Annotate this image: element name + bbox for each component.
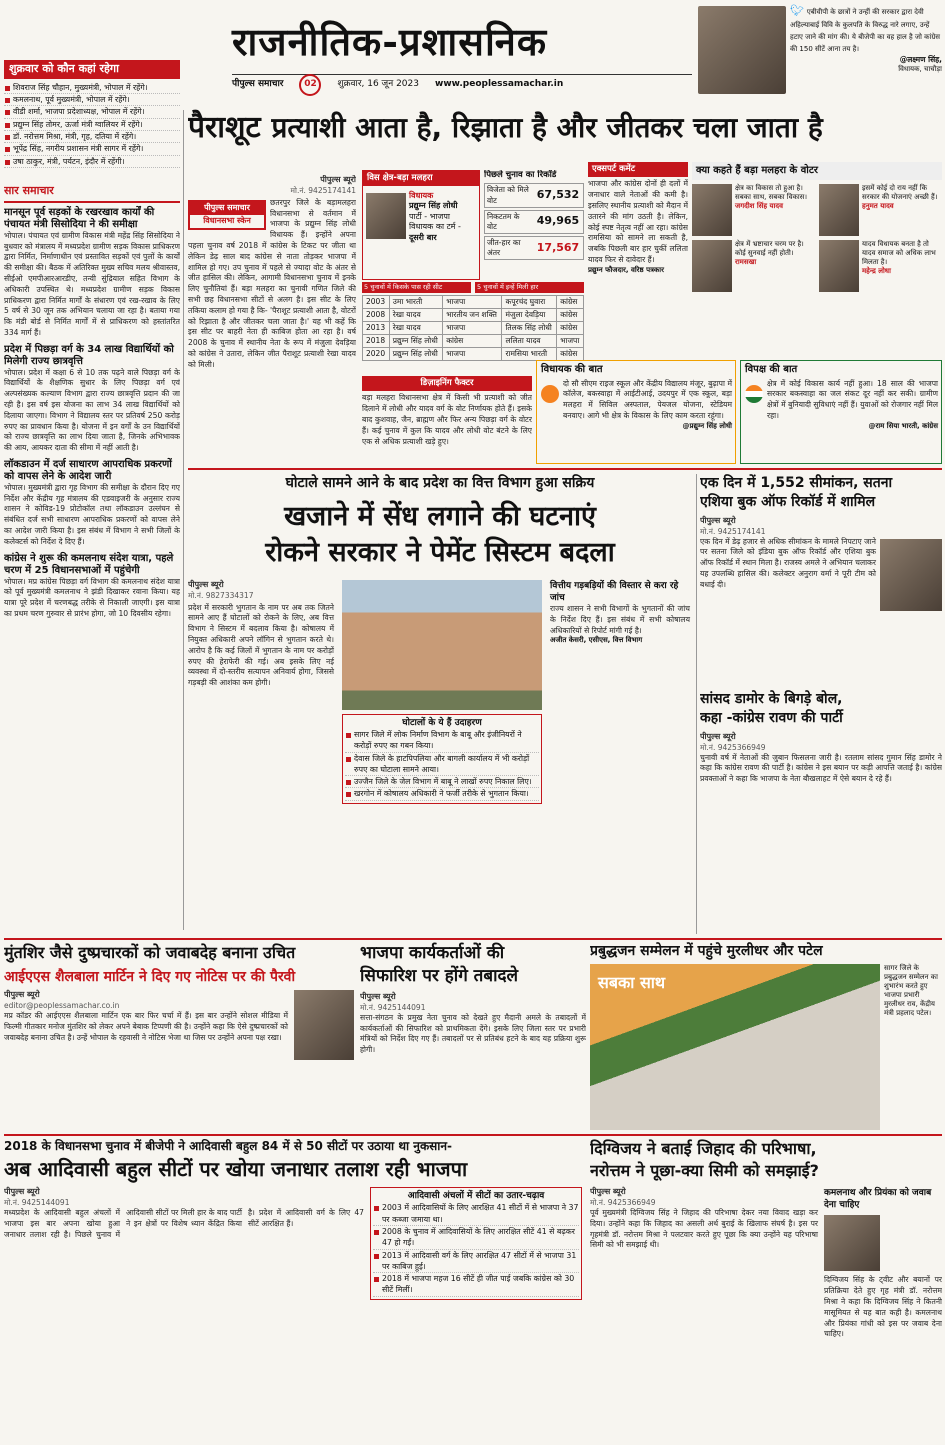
history-cell: 2020 — [363, 348, 390, 361]
issue-date: शुक्रवार, 16 जून 2023 — [337, 79, 419, 90]
bjp-mobile: मो.नं. 9425144091 — [360, 1002, 426, 1012]
series-name: पीपुल्स समाचार — [190, 202, 264, 215]
result-label: जीत-हार का अंतर — [487, 237, 521, 258]
mla-photo — [366, 193, 406, 239]
tribal-box — [370, 1187, 582, 1300]
leader-photo — [698, 6, 786, 94]
finance-head-2: रोकने सरकार ने पेमेंट सिस्टम बदला — [265, 537, 615, 569]
tribal-story — [4, 1138, 586, 1442]
finance-byline: पीपुल्स ब्यूरो — [188, 579, 224, 589]
website-link[interactable]: www.peoplessamachar.in — [435, 79, 564, 90]
scam-item: सागर जिले में लोक निर्माण विभाग के बाबू और इंजीनियरों ने करोड़ों रुपए का गबन किया। — [345, 729, 539, 753]
history-cell: भाजपा — [443, 322, 502, 335]
result-value: 67,532 — [536, 188, 580, 202]
scam-box — [342, 714, 542, 804]
design-box — [362, 376, 532, 464]
result-value: 49,965 — [536, 214, 580, 228]
history-row — [363, 348, 584, 361]
tribal-item: 2013 में आदिवासी वर्ग के लिए आरक्षित 47 सीटों में से भाजपा 31 पर काबिज हुई। — [373, 1250, 579, 1274]
history-cell: भाजपा — [443, 348, 502, 361]
satna-byline: पीपुल्स ब्यूरो — [700, 515, 736, 525]
result-label: निकटतम के वोट — [487, 211, 520, 231]
history-cell: रामसिया भारती — [502, 348, 557, 361]
voter-text — [735, 240, 815, 292]
schedule-item: वीडी शर्मा, भाजपा प्रदेशाध्यक्ष, भोपाल में रहेंगे। — [4, 106, 180, 118]
munsir-story — [4, 942, 354, 1132]
history-cell: कांग्रेस — [557, 348, 584, 361]
tribal-item: 2008 के चुनाव में आदिवासियों के लिए आरक्षित सीटें 41 से बढ़कर 47 हो गईं। — [373, 1226, 579, 1250]
summary-item — [4, 459, 180, 548]
lead-story — [188, 175, 356, 465]
ias-photo — [294, 990, 354, 1060]
history-cell: कांग्रेस — [557, 308, 584, 321]
masthead-strip — [232, 74, 692, 94]
voter-photo — [692, 240, 732, 292]
summary-column — [4, 184, 180, 934]
damor-byline: पीपुल्स ब्यूरो — [700, 731, 736, 741]
expert-title: एक्सपर्ट कमेंट — [588, 162, 688, 177]
voter-quote: क्षेत्र में भ्रष्टाचार चरम पर है। कोई सुनवाई नहीं होती। — [735, 239, 804, 257]
tribal-box-title: आदिवासी अंचलों में सीटों का उतार-चढ़ाव — [407, 1191, 545, 1202]
damor-head-1: सांसद डामोर के बिगड़े बोल, — [700, 691, 843, 707]
voter-quote: इसमें कोई दो राय नहीं कि सरकार की योजनाएं अच्छी हैं। — [862, 183, 938, 201]
voter-card — [692, 240, 815, 292]
summary-head: कांग्रेस ने शुरू की कमलनाथ संदेश यात्रा, पहले चरण में 25 विधानसभाओं में पहुंचेगी — [4, 552, 174, 576]
voter-photo — [819, 240, 859, 292]
opp-say-body: क्षेत्र में कोई विकास कार्य नहीं हुआ। 18 साल की भाजपा सरकार बकस्वाहा का जल संकट दूर नहीं कर सकी। ग्रामीण क्षेत्रों में बुनियादी सुविधाएं नहीं हैं। युवाओं को रोजगार नहीं मिल रहा। — [767, 378, 938, 420]
congress-logo-icon — [745, 385, 763, 403]
schedule-item: डॉ. नरोत्तम मिश्रा, मंत्री, गृह, दतिया में रहेंगे। — [4, 131, 180, 143]
damor-mobile: मो.नं. 9425366949 — [700, 742, 766, 752]
digvijay-body: पूर्व मुख्यमंत्री दिग्विजय सिंह ने जिहाद की परिभाषा देकर नया विवाद खड़ा कर दिया। उन्होंने कहा कि जिहाद का असली अर्थ बुराई के खिलाफ संघर्ष है। इस पर गृहमंत्री डॉ. नरोत्तम मिश्रा ने पलटवार करते हुए पूछा कि क्या उन्होंने यह परिभाषा सिमी को भी समझाई थी। — [590, 1208, 818, 1250]
tribal-list — [373, 1202, 579, 1296]
collector-photo — [880, 539, 942, 611]
voter-photo — [819, 184, 859, 236]
summary-item — [4, 553, 180, 620]
history-row — [363, 295, 584, 308]
bjp-body: सत्ता-संगठन के प्रमुख नेता चुनाव को देखते हुए मैदानी अमले के तबादलों में कार्यकर्ताओं की सिफारिश को प्राथमिकता देंगे। इसके लिए जिला स्तर पर प्रभारी मंत्रियों को निर्देश दिए गए हैं। तबादलों पर से प्रतिबंध हटने के बाद यह प्रक्रिया शुरू होगी। — [360, 1012, 586, 1055]
voter-text — [862, 240, 942, 292]
paper-name: पीपुल्स समाचार — [232, 79, 284, 90]
prabuddha-head: प्रबुद्धजन सम्मेलन में पहुंचे मुरलीधर और पटेल — [590, 943, 823, 959]
voters-grid — [692, 184, 942, 292]
finance-side-body: राज्य शासन ने सभी विभागों के भुगतानों की जांच के निर्देश दिए हैं। इस संबंध में सभी कोषालय अधिकारियों से रिपोर्ट मांगी गई है। — [550, 604, 690, 635]
digvijay-side-title: कमलनाथ और प्रियंका को जवाब देना चाहिए — [824, 1188, 932, 1211]
series-tag — [188, 200, 266, 230]
summary-body: भोपाल। प्रदेश में कक्षा 6 से 10 तक पढ़ने वाले पिछड़ा वर्ग के विद्यार्थियों के शैक्षणिक सुधार के लिए पिछड़ा वर्ग एवं अल्पसंख्यक कल्याण विभाग द्वारा राज्य छात्रवृत्ति प्रदान की जा रही है। इस वर्ष इस योजना का लाभ 34 लाख विद्यार्थियों को दिलाया जाएगा। विभाग ने विद्यालय स्तर पर प्रतिवर्ष 250 करोड़ रुपए का प्रावधान किया है। योजना में इन वर्गों के उन विद्यार्थियों को राज्य छात्रवृत्ति का लाभ दिया जाता है, जिनके अभिभावक की आय, आयकर दाता की सीमा में नहीं आती है। — [4, 367, 180, 453]
history-row — [363, 322, 584, 335]
opp-say-by: @राम सिया भारती, कांग्रेस — [868, 421, 938, 430]
voter-text — [862, 184, 942, 236]
finance-story — [188, 474, 692, 934]
voters-box — [692, 162, 942, 358]
munsir-body: मप्र कॉडर की आईएएस शैलबाला मार्टिन एक बार फिर चर्चा में हैं। इस बार उन्होंने सोशल मीडिया में फिल्मी गीतकार मनोज मुंतशिर को लेकर अपने बेबाक टिप्पणी की है। उन्होंने कहा कि ऐसे दुष्प्रचारकों को जवाबदेह बनाना उचित है। उन्हें भोपाल के रहवासी ने नोटिस भेजा था जिस पर उन्होंने अपना पक्ष रखा। — [4, 1011, 288, 1042]
event-caption: सागर जिले के प्रबुद्धजन सम्मेलन का शुभारंभ करते हुए भाजपा प्रभारी मुरलीधर राव, केंद्रीय मंत्री प्रहलाद पटेल। — [884, 964, 938, 1018]
history-title-won: 5 चुनावों में किसके पास रही सीट — [362, 282, 471, 293]
tribal-byline: पीपुल्स ब्यूरो — [4, 1187, 40, 1197]
voter-name: हनुमत यादव — [862, 201, 894, 210]
results-title: पिछले चुनाव का रिकॉर्ड — [484, 170, 557, 180]
tweet-role: विधायक, चाचौड़ा — [898, 65, 942, 74]
opp-say-title: विपक्ष की बात — [745, 364, 798, 375]
prabuddha-story — [590, 942, 942, 1132]
summary-head: मानसून पूर्व सड़कों के रखरखाव कार्यों की पंचायत मंत्री सिसोदिया ने की समीक्षा — [4, 206, 155, 230]
bjp-logo-icon — [541, 385, 559, 403]
lead-kicker: पैराशूट — [188, 110, 261, 145]
bjp-story — [360, 942, 586, 1132]
munsir-email[interactable]: editor@peoplessamachar.co.in — [4, 1001, 120, 1011]
banner-text: सबका साथ — [598, 973, 666, 992]
summary-body: भोपाल। मप्र कांग्रेस पिछड़ा वर्ग विभाग की कमलनाथ संदेश यात्रा को पूर्व मुख्यमंत्री कमलनाथ ने झंडी दिखाकर रवाना किया। यह यात्रा पूरे प्रदेश में चरणबद्ध तरीके से निकाली जाएगी। इस यात्रा का प्रथम चरण गुरुवार से प्रारंभ होगा, जो 10 दिवसीय रहेगा। — [4, 576, 180, 618]
schedule-title: शुक्रवार को कौन कहां रहेगा — [4, 60, 180, 79]
history-cell: कपूरचंद घुवारा — [502, 295, 557, 308]
finance-body: प्रदेश में सरकारी भुगतान के नाम पर अब तक जितने सामने आए हैं घोटालों को रोकने के लिए, अब वित्त विभाग ने सिस्टम में बदलाव किया है। कोषालय में नियुक्त अधिकारी अपने लॉगिन से भुगतान करते थे। आरोप है कि कई जिलों में भुगतान के नाम पर करोड़ों रुपए की हेराफेरी की गई। अब इसके लिए नई व्यवस्था में दो-स्तरीय सत्यापन अनिवार्य होगा, जिससे गड़बड़ी की आशंका कम होगी। — [188, 602, 334, 688]
mla-say-body: दो सौ सीएम राइज स्कूल और केंद्रीय विद्यालय मंजूर, बुढ़ापा में कॉलेज, बकस्वाहा में आईटीआई, उदयपुर में एक स्कूल, बड़ा मलहरा में सिविल अस्पताल, पेयजल योजना, स्टेडियम बनवाए। आगे भी क्षेत्र के विकास के लिए काम करता रहूंगा। — [563, 378, 732, 420]
summary-head: प्रदेश में पिछड़ा वर्ग के 34 लाख विद्यार्थियों को मिलेगी राज्य छात्रवृत्ति — [4, 343, 174, 367]
result-value: 17,567 — [536, 240, 580, 254]
bjp-byline: पीपुल्स ब्यूरो — [360, 991, 396, 1001]
design-body: बड़ा मलहरा विधानसभा क्षेत्र में किसी भी प्रत्याशी को जीत दिलाने में लोधी और यादव वर्ग के वोट निर्णायक होते हैं। इसके बाद कुशवाह, जैन, ब्राह्मण और फिर अन्य पिछड़ा वर्ग के वोटर हैं। कई चुनाव में कुल कि यादव और लोधी वोट बंटने के लिए एक से अधिक प्रत्याशी खड़े हुए। — [362, 393, 532, 446]
result-row — [484, 236, 584, 260]
area-box — [362, 170, 480, 280]
summary-items — [4, 207, 180, 620]
lead-body: छतरपुर जिले के बड़ामलहरा विधानसभा से वर्तमान में भाजपा के प्रद्युम्न सिंह लोधी विधायक हैं। इन्होंने अपना पहला चुनाव वर्ष 2018 में कांग्रेस के टिकट पर जीता था लेकिन डेढ़ साल बाद कांग्रेस से नाता तोड़कर भाजपा में शामिल हो गए। उप चुनाव में पहले से ज्यादा वोट के अंतर से जीत हासिल की। लेकिन, आगामी विधानसभा चुनाव में इनके लिए चुनौतियां हैं। बड़ा मलहरा का चुनावी गणित जिले की सभी छह विधानसभा सीटों से अलग है। इस सीट के लिए तकिया कलाम हो गया है कि- 'पैराशूट प्रत्याशी आता है, वोटरों को रिझाता है और जीतकर चला जाता है।' यह भी कहें कि इस सीट पर बाहरी नेता ही काबिज होता आ रहा है। वर्ष 2008 के चुनाव में स्थानीय नेता के रूप में मंजुला देवड़िया को कांग्रेस ने उतारा, लेकिन जीत पैराशूट प्रत्याशी रेखा यादव को मिली। — [188, 197, 356, 369]
page-number: 02 — [299, 74, 321, 96]
history-cell: 2003 — [363, 295, 390, 308]
lead-mobile: मो.नं. 9425174141 — [290, 185, 356, 195]
party-value: भाजपा — [429, 211, 450, 221]
tweet-handle: @लक्ष्मण सिंह, — [899, 55, 942, 65]
schedule-item: प्रद्युम्न सिंह तोमर, ऊर्जा मंत्री ग्वालियर में रहेंगे। — [4, 119, 180, 131]
series-sub: विधानसभा स्केन — [203, 215, 251, 225]
summary-label: सार समाचार — [4, 184, 180, 203]
expert-box — [588, 162, 688, 358]
digvijay-head-1: दिग्विजय ने बताई जिहाद की परिभाषा, — [590, 1139, 817, 1158]
munsir-byline: पीपुल्स ब्यूरो — [4, 990, 40, 1000]
result-row — [484, 183, 584, 207]
history-cell: भारतीय जन शक्ति — [443, 308, 502, 321]
history-cell: तिलक सिंह लोधी — [502, 322, 557, 335]
design-title: डिज़ाइनिंग फैक्टर — [362, 376, 532, 391]
history-row — [363, 308, 584, 321]
tribal-head: अब आदिवासी बहुल सीटों पर खोया जनाधार तलाश रही भाजपा — [4, 1157, 468, 1182]
mla-name: प्रद्युम्न सिंह लोधी — [409, 201, 458, 211]
history-cell: ललिता यादव — [502, 335, 557, 348]
damor-head-2: कहा -कांग्रेस रावण की पार्टी — [700, 709, 843, 726]
tweet-box — [790, 4, 942, 96]
summary-body: भोपाल। मुख्यमंत्री द्वारा गृह विभाग की समीक्षा के दौरान दिए गए निर्देश और केंद्रीय गृह मंत्रालय की एडवाइजरी के अनुसार राज्य शासन ने कोविड-19 प्रोटोकॉल तथा लॉकडाउन उल्लंघन से संबंधित दर्ज सभी साधारण आपराधिक प्रकरणों को वापस लेने का आदेश जारी किया है। इस संबंध में विभाग ने सभी जिलों के कलेक्टर्स को निर्देश दे दिए हैं। — [4, 482, 180, 546]
bjp-head-1: भाजपा कार्यकर्ताओं की — [360, 943, 505, 963]
schedule-box — [4, 60, 180, 180]
bjp-head-2: सिफारिश पर होंगे तबादले — [360, 965, 519, 986]
schedule-item: शिवराज सिंह चौहान, मुख्यमंत्री, भोपाल में रहेंगे। — [4, 82, 180, 94]
summary-item — [4, 207, 180, 339]
voter-text — [735, 184, 815, 236]
voter-card — [819, 184, 942, 236]
voter-card — [692, 184, 815, 236]
history-cell: रेखा यादव — [389, 322, 442, 335]
event-photo — [590, 964, 880, 1130]
history-cell: उमा भारती — [389, 295, 442, 308]
scam-item: खरगोन में कोषालय अधिकारी ने फर्जी तरीके से भुगतान किया। — [345, 788, 539, 800]
history-cell: कांग्रेस — [557, 322, 584, 335]
history-table — [362, 282, 584, 370]
satna-body: एक दिन में डेढ़ हजार से अधिक सीमांकन के मामले निपटाए जाने पर सतना जिले को इंडिया बुक ऑफ रिकॉर्ड और एशिया बुक ऑफ रिकॉर्ड में स्थान मिला है। राजस्व अमले ने अभियान चलाकर यह उपलब्धि हासिल की। कलेक्टर अनुराग वर्मा ने पूरी टीम को बधाई दी। — [700, 536, 876, 589]
scam-list — [345, 729, 539, 801]
history-body — [362, 295, 584, 362]
history-cell: मंजुला देवड़िया — [502, 308, 557, 321]
finance-side-title: वित्तीय गड़बड़ियों की विस्तार से करा रहे जांच — [550, 580, 679, 603]
scam-item: देवास जिले के हाटपिपलिया और बागली कार्यालय में भी करोड़ों रुपए का घोटाला सामने आया। — [345, 753, 539, 777]
schedule-item: कमलनाथ, पूर्व मुख्यमंत्री, भोपाल में रहेंगे। — [4, 94, 180, 106]
schedule-item: भूपेंद्र सिंह, नगरीय प्रशासन मंत्री सागर में रहेंगे। — [4, 143, 180, 155]
finance-kicker: घोटाले सामने आने के बाद प्रदेश का वित्त विभाग हुआ सक्रिय — [285, 475, 595, 491]
scam-item: उज्जैन जिले के जेल विभाग में बाबू ने लाखों रुपए निकाल लिए। — [345, 776, 539, 788]
mla-title: विधायक — [409, 191, 434, 200]
history-cell: कांग्रेस — [557, 295, 584, 308]
voter-name: महेन्द्र लोधा — [862, 266, 891, 275]
satna-story — [700, 474, 942, 686]
voter-name: रामसखा — [735, 257, 757, 266]
section-title: राजनीतिक-प्रशासनिक — [232, 19, 548, 64]
area-label: विस क्षेत्र-बड़ा मलहरा — [363, 171, 479, 186]
expert-body: भाजपा और कांग्रेस दोनों ही दलों में जनाधार वाले नेताओं की कमी है। इसलिए स्थानीय प्रत्याशी को मैदान में उतारने की मांग उठती है। लेकिन, कोई स्पष्ट नेतृत्व नहीं आ रहा। कांग्रेस रामसिया को सामने ला सकती है, जबकि पिछली बार हार चुकीं ललिता यादव फिर से दावेदार हैं। — [588, 179, 688, 264]
munsir-head: आईएएस शैलबाला मार्टिन ने दिए गए नोटिस पर की पैरवी — [4, 968, 296, 985]
tribal-kicker: 2018 के विधानसभा चुनाव में बीजेपी ने आदिवासी बहुल 84 में से 50 सीटों पर उठाया था नुकसान- — [4, 1139, 453, 1153]
tribal-body: मध्यप्रदेश के आदिवासी बहुल अंचलों में भाजपा इस बार अपना खोया हुआ जनाधार तलाश रही है। पिछले चुनाव में आदिवासी सीटों पर मिली हार के बाद पार्टी ने इन क्षेत्रों पर विशेष ध्यान केंद्रित किया है। प्रदेश में आदिवासी वर्ग के लिए 47 सीटें आरक्षित हैं। — [4, 1208, 364, 1239]
result-label: विजेता को मिले वोट — [487, 185, 529, 205]
history-row — [363, 335, 584, 348]
tribal-mobile: मो.नं. 9425144091 — [4, 1197, 70, 1207]
digvijay-head-2: नरोत्तम ने पूछा-क्या सिमी को समझाई? — [590, 1160, 819, 1180]
lead-head: प्रत्याशी आता है, रिझाता है और जीतकर चला जाता है — [271, 111, 823, 144]
lead-byline: पीपुल्स ब्यूरो — [320, 175, 356, 184]
voter-name: जगदीश सिंह यादव — [735, 201, 784, 210]
results-rows — [484, 183, 584, 260]
tribal-item: 2018 में भाजपा महज 16 सीटें ही जीत पाई जबकि कांग्रेस को 30 सीटें मिलीं। — [373, 1273, 579, 1297]
term-value: दूसरी बार — [409, 232, 437, 242]
history-cell: रेखा यादव — [389, 308, 442, 321]
digvijay-side-body: दिग्विजय सिंह के ट्वीट और बयानों पर प्रतिक्रिया देते हुए गृह मंत्री डॉ. नरोत्तम मिश्रा ने कहा कि दिग्विजय सिंह ने कितनी मासूमियत से यह बात कही है। कमलनाथ और प्रियंका गांधी को इस पर जवाब देना चाहिए। — [824, 1275, 942, 1339]
voter-card — [819, 240, 942, 292]
history-cell: 2018 — [363, 335, 390, 348]
satna-mobile: मो.नं. 9425174141 — [700, 526, 766, 536]
damor-story — [700, 690, 942, 934]
voter-photo — [692, 184, 732, 236]
tribal-item: 2003 में आदिवासियों के लिए आरक्षित 41 सीटों में से भाजपा ने 37 पर कब्जा जमाया था। — [373, 1202, 579, 1226]
munsir-kicker: मुंतशिर जैसे दुष्प्रचारकों को जवाबदेह बनाना उचित — [4, 943, 296, 962]
term-label: विधायक का टर्म - — [409, 222, 461, 232]
satna-head-2: एशिया बुक ऑफ रिकॉर्ड में शामिल — [700, 493, 876, 510]
digvijay-byline: पीपुल्स ब्यूरो — [590, 1187, 626, 1197]
history-title-lost: 5 चुनावों में इन्हें मिली हार — [475, 282, 584, 293]
digvijay-mobile: मो.नं. 9425366949 — [590, 1197, 656, 1207]
voter-quote: क्षेत्र का विकास तो हुआ है। सबका साथ, सबका विकास। — [735, 183, 808, 201]
twitter-icon: 🐦︎ — [790, 4, 804, 17]
summary-head: लॉकडाउन में दर्ज साधारण आपराधिक प्रकरणों को वापस लेने के आदेश जारी — [4, 458, 172, 482]
satna-head-1: एक दिन में 1,552 सीमांकन, सतना — [700, 475, 893, 491]
history-cell: 2008 — [363, 308, 390, 321]
mla-say-by: @प्रद्युम्न सिंह लोधी — [682, 421, 732, 430]
history-cell: 2013 — [363, 322, 390, 335]
history-cell: भाजपा — [443, 295, 502, 308]
opp-say-box — [740, 360, 942, 464]
history-cell: प्रद्युम्न सिंह लोधी — [389, 335, 442, 348]
voter-quote: यादव विधायक बनता है तो यादव समाज को अधिक लाभ मिलता है। — [862, 239, 936, 266]
expert-byline: प्रद्युम्न फौजदार, वरिष्ठ पत्रकार — [588, 265, 664, 274]
minister-photo — [824, 1215, 880, 1271]
digvijay-story — [590, 1138, 942, 1442]
finance-side-by: अजीत केसरी, एसीएस, वित्त विभाग — [550, 636, 643, 645]
damor-body: चुनावी वर्ष में नेताओं की जुबान फिसलना जारी है। रतलाम सांसद गुमान सिंह डामोर ने कहा कि कांग्रेस रावण की पार्टी है। कांग्रेस ने इस बयान पर कड़ी आपत्ति जताई है। कांग्रेस प्रवक्ताओं ने कहा कि भाजपा के नेता बौखलाहट में ऐसे बयान दे रहे हैं। — [700, 752, 942, 784]
history-cell: कांग्रेस — [443, 335, 502, 348]
history-cell: प्रद्युम्न सिंह लोधी — [389, 348, 442, 361]
summary-item — [4, 344, 180, 454]
summary-body: भोपाल। पंचायत एवं ग्रामीण विकास मंत्री महेंद्र सिंह सिसोदिया ने बुधवार को मंत्रालय में मध्यप्रदेश ग्रामीण सड़क विकास प्राधिकरण द्वारा निर्मित, निर्माणाधीन एवं प्रस्तावित सड़कों एवं पुलों के कार्यों की समीक्षा की। बैठक में अतिरिक्त मुख्य सचिव मलय श्रीवास्तव, सीईओ एमपीआरआरडीए, तन्वी सुंद्रियाल सहित विभाग के अधिकारी उपस्थित थे। मध्यप्रदेश ग्रामीण सड़क विकास प्राधिकरण द्वारा निर्मित मार्गों के संधारण एवं रख-रखाव के लिए 5 वर्ष से 30 जून तक अभियान चलाया जा रहा है। बताया गया कि मंडी बोर्ड से निर्मित मार्गों में से प्राधिकरण को हस्तांतरित 334 मार्ग हैं। — [4, 230, 180, 337]
building-photo — [342, 580, 542, 710]
finance-mobile: मो.नं. 9827334317 — [188, 590, 254, 600]
history-cell: भाजपा — [557, 335, 584, 348]
lead-headline — [188, 108, 940, 158]
scam-title: घोटालों के ये हैं उदाहरण — [402, 717, 482, 728]
tweet-text: एबीवीपी के छात्रों ने उन्हीं की सरकार द्वारा देवी अहिल्याबाई विवि के कुलपति के विरुद्ध नारे लगाए, उन्हें हटाए जाने की मांग की। ये बीजेपी का वह हाल है जो कांग्रेस की 150 सीटें आना तय है। — [790, 8, 941, 54]
mla-say-box — [536, 360, 736, 464]
result-row — [484, 210, 584, 234]
results-box — [484, 170, 584, 280]
schedule-list — [4, 82, 180, 168]
mla-say-title: विधायक की बात — [541, 364, 603, 375]
schedule-item: उषा ठाकुर, मंत्री, पर्यटन, इंदौर में रहेंगी। — [4, 156, 180, 168]
party-label: पार्टी - — [409, 211, 428, 221]
voters-title: क्या कहते हैं बड़ा मलहरा के वोटर — [692, 162, 942, 180]
finance-head-1: खजाने में सेंध लगाने की घटनाएं — [284, 500, 596, 532]
